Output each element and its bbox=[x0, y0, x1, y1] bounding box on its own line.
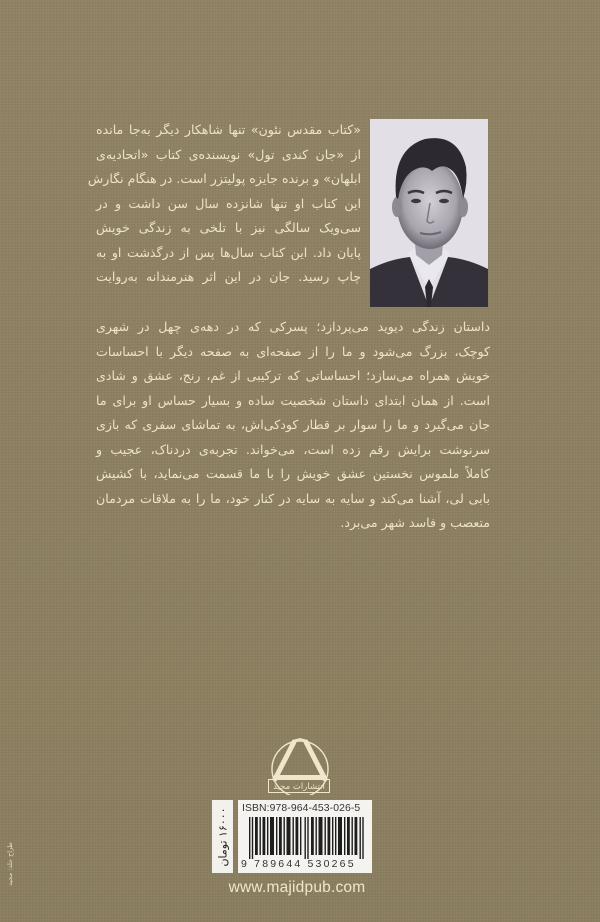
price-sticker bbox=[212, 800, 233, 873]
blurb-text-bottom bbox=[96, 315, 490, 536]
barcode-icon bbox=[249, 817, 365, 859]
blurb-line: بابی لی، آشنا می‌کند و سایه به سایه در کنار خود، ما را به ملاقات مردمان bbox=[96, 490, 490, 506]
blurb-line: پایان داد. این کتاب سال‌ها پس از درگذشت او به bbox=[96, 244, 361, 260]
blurb-line: سرنوشت برایش رقم زده است، می‌خواند. تجربه‌ی دردناک، عجیب و bbox=[96, 441, 490, 457]
publisher-website: www.majidpub.com bbox=[228, 879, 366, 896]
blurb-line: خویش همراه می‌سازد؛ احساساتی که ترکیبی از غم، رنج، عشق و شادی bbox=[96, 368, 490, 383]
blurb-line: «کتاب مقدس نئون» تنها شاهکار دیگر به‌جا مانده bbox=[96, 122, 361, 137]
blurb-line: است. از همان ابتدای داستان شخصیت ساده و بسیار حساس او برای ما bbox=[96, 392, 490, 408]
price-label: ۱۶۰۰۰ تومان bbox=[216, 806, 229, 867]
blurb-line: متعصب و فاسد شهر می‌برد. bbox=[340, 515, 490, 530]
blurb-line: جان می‌گیرد و ما را سوار بر قطار کودکی‌اش، به تماشای سفری که بازی bbox=[96, 417, 490, 432]
blurb-line: کوچک، بزرگ می‌شود و ما را از صفحه‌ای به صفحه دیگر با احساسات bbox=[96, 343, 490, 359]
blurb-line: ابلهان» و برنده جایزه پولیتزر است. در هنگام نگارش bbox=[87, 171, 361, 186]
publisher-name: انتشارات مجید bbox=[268, 779, 330, 793]
blurb-line: از «جان کندی تول» نویسنده‌ی کتاب «اتحادیه‌ی bbox=[96, 146, 361, 162]
isbn-barcode bbox=[238, 800, 372, 873]
author-photo bbox=[370, 119, 488, 307]
blurb-line: چاپ رسید. جان در این اثر هنرمندانه به‌روایت bbox=[96, 269, 361, 284]
isbn-label: ISBN:978-964-453-026-5 bbox=[242, 803, 361, 814]
ean-digits: 9 789644 530265 bbox=[241, 858, 356, 870]
cover-design-credit: طراح جلد: مجید bbox=[6, 842, 14, 886]
blurb-text-top bbox=[87, 118, 361, 290]
author-portrait-icon bbox=[370, 119, 488, 307]
blurb-line: سی‌ویک سالگی نیز با تلخی به زندگی خویش bbox=[96, 220, 361, 235]
blurb-line: این کتاب او تنها شانزده سال سن داشت و در bbox=[96, 195, 361, 211]
blurb-line: داستان زندگی دیوید می‌پردازد؛ پسرکی که در دهه‌ی چهل در شهری bbox=[96, 319, 490, 334]
blurb-line: کاملاً ملموس نخستین عشق خویش را با ما قسمت می‌نماید، با کشیش bbox=[96, 466, 490, 481]
